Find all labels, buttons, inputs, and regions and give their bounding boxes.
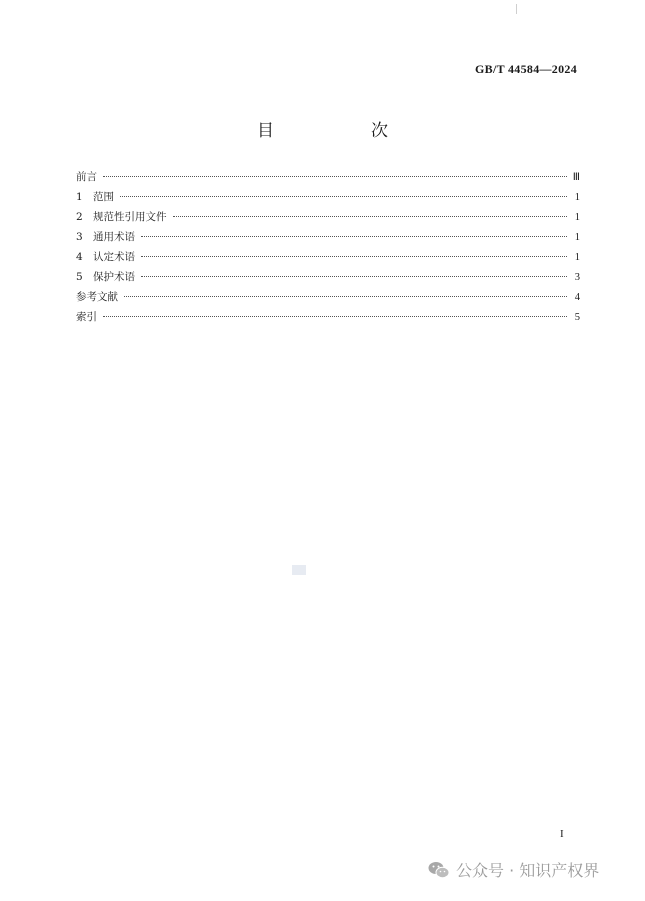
wechat-icon bbox=[428, 861, 450, 879]
page-number: I bbox=[560, 828, 564, 840]
toc-entry-label: 认定术语 bbox=[93, 251, 135, 263]
toc-entry-page: 4 bbox=[574, 292, 580, 303]
leader-dots bbox=[141, 236, 567, 237]
toc-entry-recognition-terms[interactable] bbox=[76, 249, 580, 269]
toc-entry-scope[interactable] bbox=[76, 189, 580, 209]
toc-entry-page: 5 bbox=[574, 312, 580, 323]
toc-entry-label: 规范性引用文件 bbox=[93, 211, 167, 223]
scan-artifact bbox=[292, 565, 306, 575]
standard-code: GB/T 44584—2024 bbox=[475, 62, 577, 76]
leader-dots bbox=[124, 296, 567, 297]
toc-entry-page: Ⅲ bbox=[572, 172, 580, 183]
table-of-contents bbox=[76, 169, 580, 329]
toc-entry-normative-references[interactable] bbox=[76, 209, 580, 229]
toc-entry-page: 1 bbox=[574, 212, 580, 223]
toc-entry-label: 索引 bbox=[76, 311, 97, 323]
toc-entry-label: 参考文献 bbox=[76, 291, 118, 303]
toc-entry-number: 1 bbox=[76, 191, 83, 203]
toc-entry-label: 范围 bbox=[93, 191, 114, 203]
toc-entry-page: 1 bbox=[574, 252, 580, 263]
leader-dots bbox=[141, 256, 567, 257]
leader-dots bbox=[173, 216, 568, 217]
toc-entry-protection-terms[interactable] bbox=[76, 269, 580, 289]
toc-entry-label: 保护术语 bbox=[93, 271, 135, 283]
toc-entry-bibliography[interactable] bbox=[76, 289, 580, 309]
watermark bbox=[428, 858, 599, 881]
toc-entry-label: 通用术语 bbox=[93, 231, 135, 243]
leader-dots bbox=[103, 316, 567, 317]
toc-entry-index[interactable] bbox=[76, 309, 580, 329]
toc-entry-number: 5 bbox=[76, 271, 83, 283]
toc-entry-general-terms[interactable] bbox=[76, 229, 580, 249]
leader-dots bbox=[103, 176, 567, 177]
toc-entry-label: 前言 bbox=[76, 171, 97, 183]
leader-dots bbox=[141, 276, 567, 277]
watermark-text: 公众号 · 知识产权界 bbox=[456, 861, 600, 880]
toc-title: 目 次 bbox=[257, 121, 428, 141]
toc-entry-page: 1 bbox=[574, 232, 580, 243]
toc-entry-number: 2 bbox=[76, 211, 83, 223]
toc-entry-page: 1 bbox=[574, 192, 580, 203]
toc-entry-number: 4 bbox=[76, 251, 83, 263]
toc-entry-foreword[interactable] bbox=[76, 169, 580, 189]
scan-mark bbox=[516, 4, 517, 14]
leader-dots bbox=[120, 196, 567, 197]
toc-entry-page: 3 bbox=[574, 272, 580, 283]
toc-entry-number: 3 bbox=[76, 231, 83, 243]
